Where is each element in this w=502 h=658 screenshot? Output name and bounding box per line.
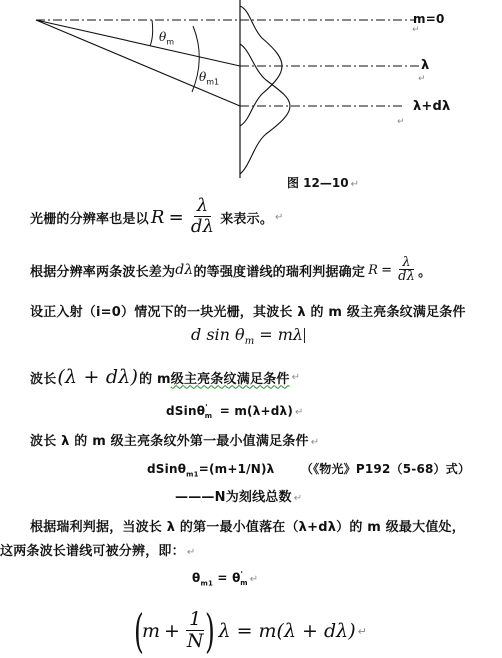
- svg-text:↵: ↵: [397, 117, 405, 127]
- paragraph-first-minimum: 波长 λ 的 m 级主亮条纹外第一最小值满足条件 ↵: [30, 434, 320, 449]
- fraction-lambda-over-dlambda-2: $\frac{\lambda}{d\lambda}$: [398, 254, 416, 285]
- equation-theta-equality: $\theta_{m1} = \theta'_m$ ↵: [192, 570, 259, 588]
- paragraph-wavelength-dlambda: 波长 (λ + dλ) 的 m 级主亮条纹满足条件 ↵: [30, 366, 301, 388]
- ray-theta-m1: [36, 20, 240, 106]
- svg-text:↵: ↵: [418, 74, 426, 84]
- equation-grating-condition: d $\sin \theta_m = m\lambda$: [191, 325, 304, 348]
- angle-label-theta-m1: $\theta_{m1}$: [199, 70, 220, 87]
- text-cursor: [304, 328, 305, 343]
- paragraph-rayleigh-resolution: [0, 516, 465, 565]
- fraction-lambda-over-dlambda: $\frac{\lambda}{d\lambda}$: [190, 195, 215, 238]
- note-total-lines: ———N为刻线总数 ↵: [175, 490, 303, 505]
- intensity-curve-lambda-dlambda: [240, 44, 290, 174]
- figure-caption: 图 12—10 ↵: [287, 176, 359, 190]
- equation-first-minimum: dSinθ$_{m1}$=(m+1/N)λ （《物光》P192（5-68）式）: [147, 462, 471, 479]
- fraction-one-over-n: $\frac{1}{N}$: [186, 608, 204, 653]
- paragraph-line-2: 这两条波长谱线可被分辨，即： ↵: [0, 544, 196, 559]
- equation-resolution-final: ( m + $\frac{1}{N}$ ) λ = m(λ + dλ) ↵: [134, 604, 367, 658]
- order-label-m0: m=0: [413, 12, 445, 26]
- arc-theta-m: [150, 20, 153, 46]
- ray-theta-m: [36, 20, 240, 66]
- order-label-lambda: λ: [421, 58, 430, 73]
- paragraph-resolution-definition: 光栅的分辨率也是以 R = $\frac{\lambda}{d\lambda}$ 来表示。 ↵: [30, 195, 284, 238]
- paragraph-line-1: 根据瑞利判据，当波长 λ 的第一最小值落在（λ+dλ）的 m 级最大值处，: [30, 520, 465, 535]
- svg-text:↵: ↵: [412, 25, 420, 35]
- paragraph-normal-incidence: 设正入射（i=0）情况下的一块光栅，其波长 λ 的 m 级主亮条纹满足条件: [30, 305, 466, 320]
- equation-dsin-prime: dSinθ'$_m$ = m(λ+dλ) ↵: [166, 403, 304, 421]
- paragraph-rayleigh-criterion: 根据分辨率两条波长差为 dλ 的等强度谱线的瑞利判据确定 R = $\frac{\lambda}{d\lambda}$ 。: [30, 254, 432, 285]
- angle-label-theta-m: $\theta_m$: [159, 30, 175, 47]
- order-label-lambda-dlambda: λ+dλ: [413, 99, 451, 114]
